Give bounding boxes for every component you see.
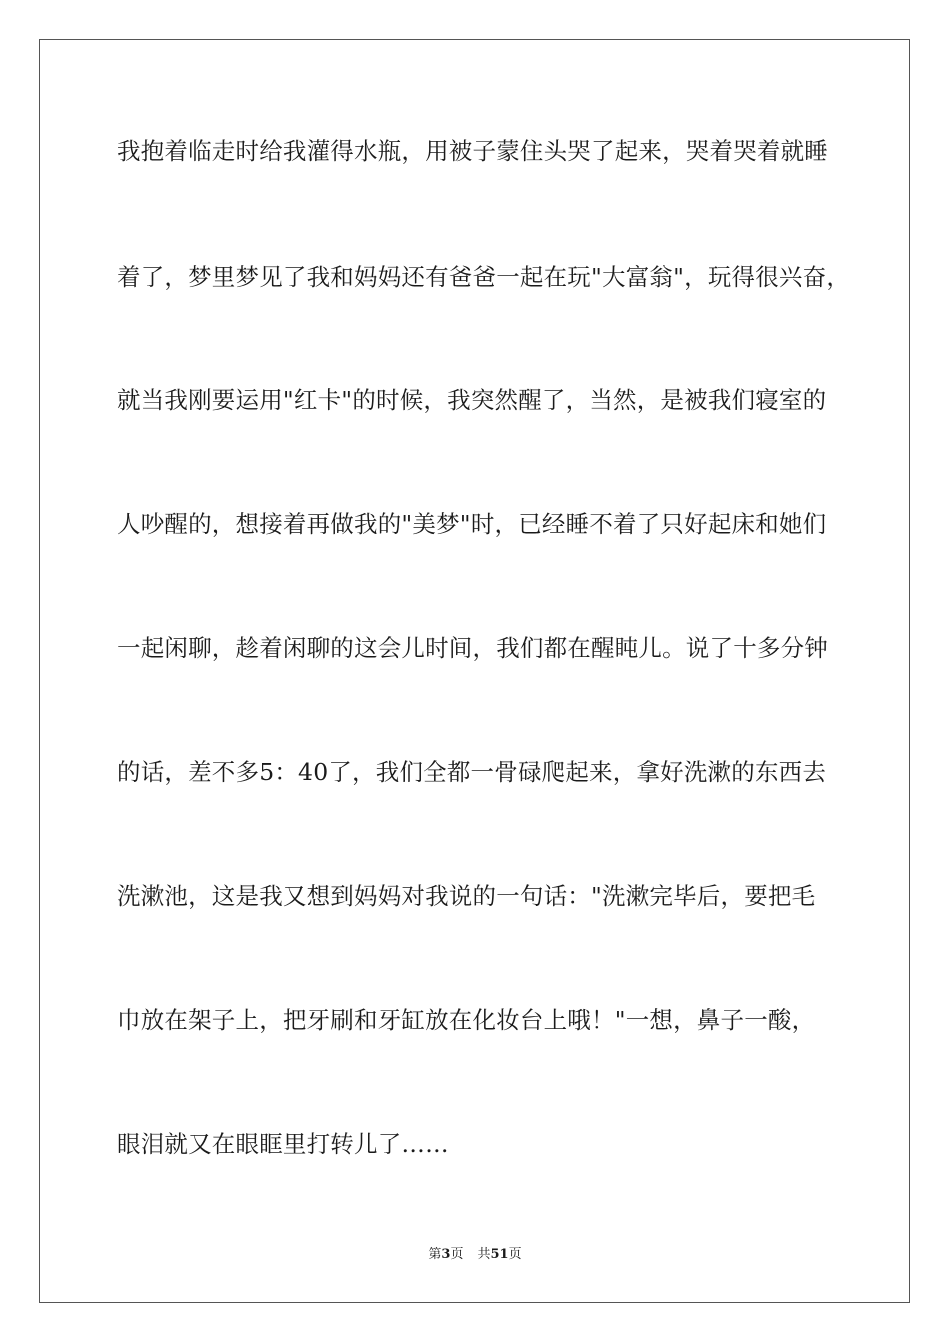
text-line-5: 一起闲聊，趁着闲聊的这会儿时间，我们都在醒盹儿。说了十多分钟 [117,634,828,662]
page-suffix: 页 [450,1247,464,1262]
page-prefix: 第 [428,1247,442,1262]
text-line-9: 眼泪就又在眼眶里打转儿了…… [117,1130,449,1158]
page-border [39,39,910,1303]
total-prefix: 共 [477,1247,491,1262]
text-line-7: 洗漱池，这是我又想到妈妈对我说的一句话："洗漱完毕后，要把毛 [117,882,816,910]
text-line-6: 的话，差不多5：40了，我们全都一骨碌爬起来，拿好洗漱的东西去 [117,758,827,786]
text-line-8: 巾放在架子上，把牙刷和牙缸放在化妆台上哦！"一想，鼻子一酸， [117,1006,816,1034]
page-number: 3 [441,1247,451,1262]
total-pages: 51 [490,1247,509,1262]
text-line-1: 我抱着临走时给我灌得水瓶，用被子蒙住头哭了起来，哭着哭着就睡 [117,137,828,165]
text-line-3: 就当我刚要运用"红卡"的时候，我突然醒了，当然，是被我们寝室的 [117,386,827,414]
text-line-4: 人吵醒的，想接着再做我的"美梦"时，已经睡不着了只好起床和她们 [117,510,827,538]
text-line-2: 着了，梦里梦见了我和妈妈还有爸爸一起在玩"大富翁"，玩得很兴奋， [117,263,851,291]
page-footer [0,1247,950,1263]
total-suffix: 页 [508,1247,522,1262]
